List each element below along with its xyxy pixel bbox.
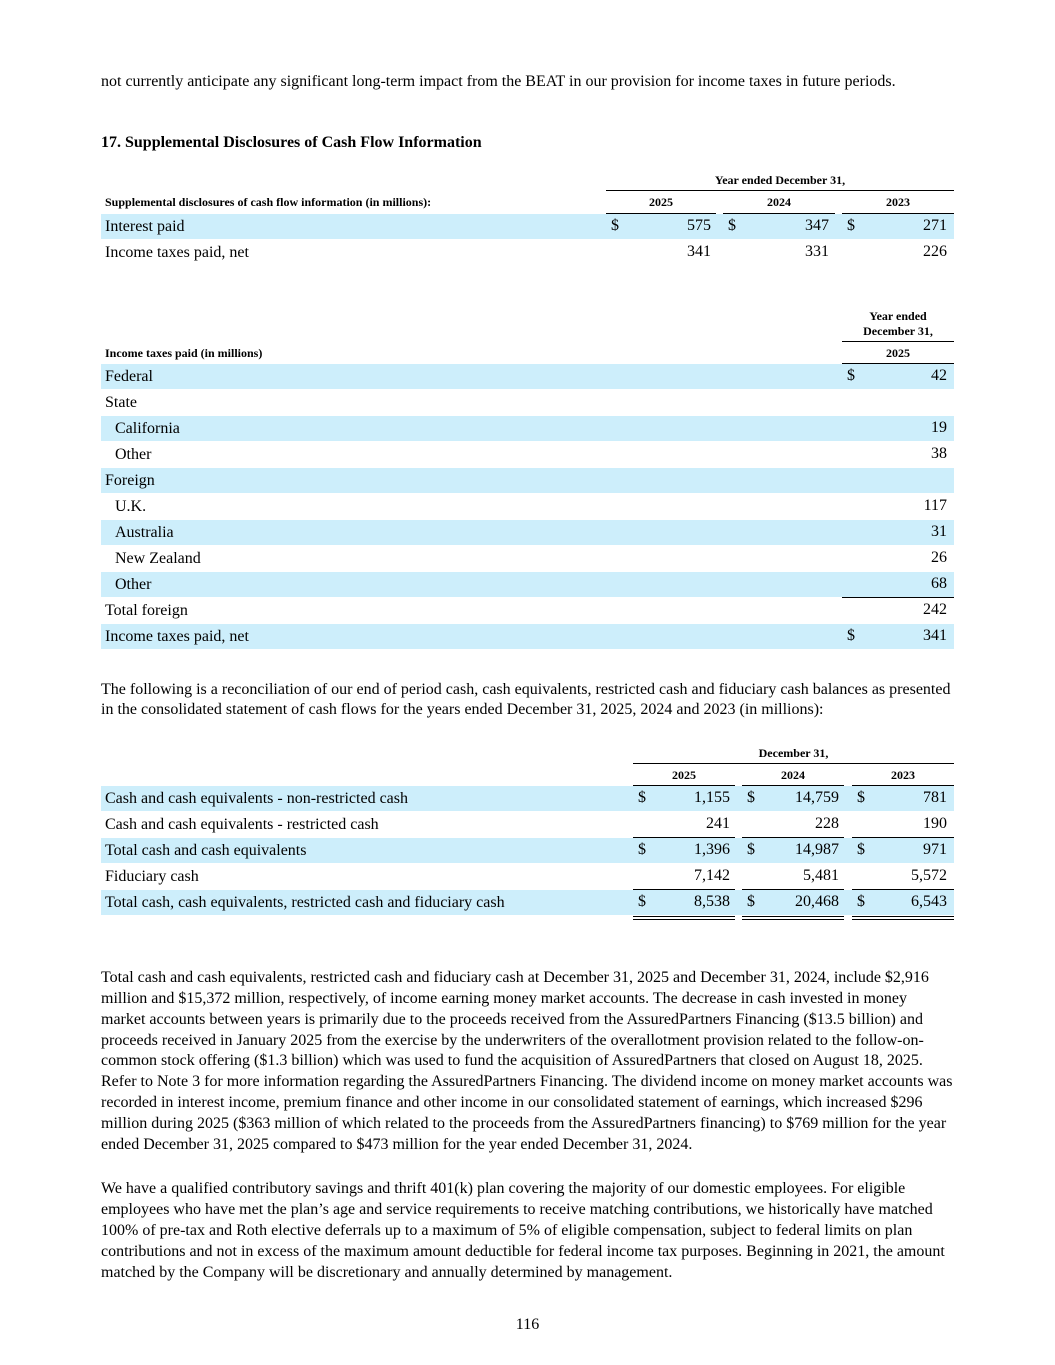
- currency-symbol: $: [847, 216, 855, 234]
- income-taxes-paid-table: [101, 309, 954, 654]
- row-label: Total cash, cash equivalents, restricted cash and fiduciary cash: [105, 894, 505, 912]
- table-row: [101, 838, 954, 863]
- currency-symbol: $: [611, 216, 619, 234]
- year-header: 2025: [672, 768, 696, 783]
- period-header: Year ended December 31,: [714, 172, 846, 187]
- value-cell: 14,987: [795, 841, 839, 859]
- period-header-line2: December 31,: [863, 323, 933, 338]
- row-label: Federal: [105, 367, 153, 385]
- table-row: [101, 546, 954, 571]
- table-row: [101, 786, 954, 811]
- header-rule: [842, 341, 954, 342]
- currency-symbol: $: [847, 366, 855, 384]
- total-double-rule: [852, 919, 954, 920]
- table-row: [101, 494, 954, 519]
- table-row: [101, 468, 954, 493]
- value-cell: 241: [706, 815, 730, 833]
- label-header: Income taxes paid (in millions): [105, 345, 263, 360]
- table-row: [101, 890, 954, 915]
- total-double-rule: [633, 916, 735, 917]
- total-double-rule: [742, 916, 844, 917]
- currency-symbol: $: [728, 216, 736, 234]
- value-cell: 1,155: [694, 789, 730, 807]
- value-cell: 5,572: [911, 867, 947, 885]
- table-row: [101, 572, 954, 597]
- value-cell: 117: [923, 496, 947, 514]
- header-rule: [606, 190, 954, 191]
- value-cell: 14,759: [795, 789, 839, 807]
- intro-paragraph: not currently anticipate any significant long-term impact from the BEAT in our provision for income taxes in future periods.: [101, 73, 896, 90]
- savings-plan-paragraph: We have a qualified contributory savings and thrift 401(k) plan covering the majority of our domestic employees. For eligible employees who have met the plan’s age and service requirements to receive matching contributions, we historically have matched 100% of pre-tax and Roth elective deferrals up to a maximum of 5% of eligible compensation, subject to federal limits on plan contributions and not in excess of the maximum amount deductible for federal income tax purposes. Beginning in 2021, the amount matched by the Company will be discretionary and annually determined by management.: [101, 1180, 945, 1281]
- table-row: [101, 812, 954, 837]
- value-cell: 68: [931, 574, 947, 592]
- row-label: Fiduciary cash: [105, 868, 199, 886]
- table-row: [101, 390, 954, 415]
- row-label: New Zealand: [115, 549, 201, 567]
- table-row: [101, 364, 954, 389]
- header-rule: [633, 763, 954, 764]
- value-cell: 26: [931, 548, 947, 566]
- year-header: 2025: [886, 345, 910, 360]
- money-market-paragraph: Total cash and cash equivalents, restricted cash and fiduciary cash at December 31, 2025 and December 31, 2024, include $2,916 million and $15,372 million, respectively, of income earning money market accounts. The decrease in cash invested in money market accounts between years is primarily due to the proceeds received from the AssuredPartners Financing ($13.5 billion) and proceeds received in January 2025 from the exercise by the underwriters of the overallotment provision related to the follow-on-common stock offering ($1.3 billion) which was used to fund the acquisition of AssuredPartners that closed on August 18, 2025. Refer to Note 3 for more information regarding the AssuredPartners Financing. The dividend income on money market accounts was recorded in interest income, premium finance and other income in our consolidated statement of earnings, which increased $296 million during 2025 ($363 million of which related to the proceeds from the AssuredPartners financing) to $769 million for the year ended December 31, 2025 compared to $473 million for the year ended December 31, 2024.: [101, 969, 953, 1153]
- value-cell: 19: [931, 418, 947, 436]
- row-label: Total foreign: [105, 601, 188, 619]
- row-label: Income taxes paid, net: [105, 627, 249, 645]
- currency-symbol: $: [638, 893, 646, 911]
- table-row: [101, 624, 954, 649]
- row-label: Total cash and cash equivalents: [105, 842, 307, 860]
- total-double-rule: [633, 919, 735, 920]
- currency-symbol: $: [638, 841, 646, 859]
- cash-reconciliation-table: [101, 746, 954, 940]
- value-cell: 226: [923, 242, 947, 260]
- row-label: State: [105, 393, 137, 411]
- section-heading: 17. Supplemental Disclosures of Cash Flow Information: [101, 133, 482, 151]
- value-cell: 971: [923, 841, 947, 859]
- table-row: [101, 520, 954, 545]
- value-cell: 341: [687, 242, 711, 260]
- cash-flow-supplemental-table: [101, 173, 954, 274]
- currency-symbol: $: [857, 789, 865, 807]
- value-cell: 6,543: [911, 893, 947, 911]
- table-row: [101, 240, 954, 265]
- year-header: 2023: [891, 768, 915, 783]
- page-number: 116: [515, 1316, 540, 1333]
- period-header-line1: Year ended: [869, 308, 927, 323]
- row-label: Cash and cash equivalents - restricted cash: [105, 816, 379, 834]
- currency-symbol: $: [747, 789, 755, 807]
- value-cell: 5,481: [803, 867, 839, 885]
- value-cell: 331: [805, 242, 829, 260]
- row-label: Interest paid: [105, 217, 185, 235]
- total-double-rule: [742, 919, 844, 920]
- currency-symbol: $: [857, 841, 865, 859]
- value-cell: 271: [923, 216, 947, 234]
- table-row: [101, 416, 954, 441]
- value-cell: 42: [931, 366, 947, 384]
- currency-symbol: $: [747, 893, 755, 911]
- currency-symbol: $: [747, 841, 755, 859]
- row-label: Cash and cash equivalents - non-restricted cash: [105, 790, 409, 808]
- value-cell: 20,468: [795, 893, 839, 911]
- row-label: U.K.: [115, 497, 147, 515]
- row-label: Other: [115, 445, 152, 463]
- value-cell: 38: [931, 444, 947, 462]
- value-cell: 575: [687, 216, 711, 234]
- document-page: [101, 72, 954, 1283]
- value-cell: 347: [805, 216, 829, 234]
- table-row: [101, 598, 954, 623]
- row-label: California: [115, 419, 180, 437]
- year-header: 2024: [781, 768, 805, 783]
- year-header: 2023: [886, 194, 910, 209]
- period-header: December 31,: [758, 746, 829, 761]
- value-cell: 31: [931, 522, 947, 540]
- value-cell: 190: [923, 815, 947, 833]
- value-cell: 242: [923, 600, 947, 618]
- year-header: 2025: [649, 194, 673, 209]
- value-cell: 781: [923, 789, 947, 807]
- value-cell: 7,142: [694, 867, 730, 885]
- table-row: [101, 214, 954, 239]
- currency-symbol: $: [857, 893, 865, 911]
- year-header: 2024: [767, 194, 791, 209]
- row-label: Australia: [115, 523, 174, 541]
- value-cell: 228: [815, 815, 839, 833]
- table-row: [101, 442, 954, 467]
- table-row: [101, 864, 954, 889]
- label-header: Supplemental disclosures of cash flow information (in millions):: [105, 194, 432, 209]
- value-cell: 8,538: [694, 893, 730, 911]
- value-cell: 1,396: [694, 841, 730, 859]
- value-cell: 341: [923, 626, 947, 644]
- row-label: Other: [115, 575, 152, 593]
- reconciliation-paragraph: The following is a reconciliation of our end of period cash, cash equivalents, restricted cash and fiduciary cash balances as presented in the consolidated statement of cash flows for the years ended December 31, 2025, 2024 and 2023 (in millions):: [101, 680, 951, 719]
- currency-symbol: $: [847, 626, 855, 644]
- currency-symbol: $: [638, 789, 646, 807]
- total-double-rule: [852, 916, 954, 917]
- row-label: Foreign: [105, 471, 155, 489]
- row-label: Income taxes paid, net: [105, 243, 249, 261]
